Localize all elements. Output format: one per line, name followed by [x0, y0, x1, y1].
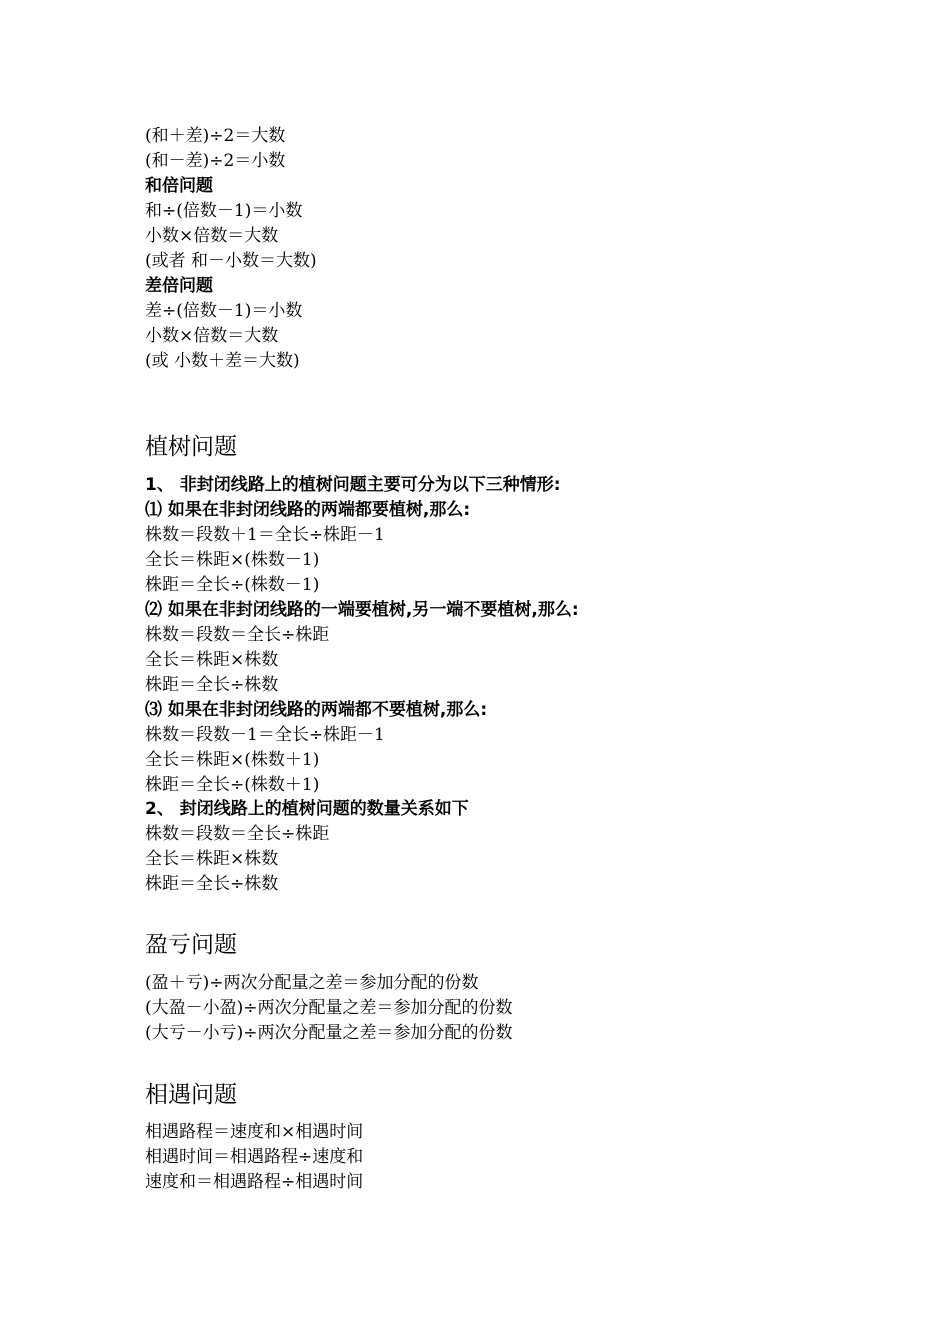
zhishu-case-3-line-1: 株数＝段数－1＝全长÷株距－1	[145, 725, 385, 745]
formula-chabei-small: 差÷(倍数－1)＝小数	[145, 301, 303, 321]
formula-hebei-small: 和÷(倍数－1)＝小数	[145, 201, 303, 221]
formula-hebei-alt: (或者 和－小数＝大数)	[145, 251, 317, 271]
zhishu-para-1: 1、 非封闭线路上的植树问题主要可分为以下三种情形:	[145, 475, 561, 495]
zhishu-case-2-line-2: 全长＝株距×株数	[145, 650, 279, 670]
yingkui-line-3: (大亏－小亏)÷两次分配量之差＝参加分配的份数	[145, 1023, 513, 1043]
zhishu-case-3-line-2: 全长＝株距×(株数＋1)	[145, 750, 320, 770]
yingkui-line-2: (大盈－小盈)÷两次分配量之差＝参加分配的份数	[145, 998, 513, 1018]
zhishu-case-2: ⑵ 如果在非封闭线路的一端要植树,另一端不要植树,那么:	[145, 600, 579, 620]
formula-chabei-alt: (或 小数＋差＝大数)	[145, 351, 300, 371]
section-heading-hebei: 和倍问题	[145, 176, 213, 196]
formula-sum-diff-small: (和－差)÷2＝小数	[145, 151, 286, 171]
zhishu-case-3: ⑶ 如果在非封闭线路的两端都不要植树,那么:	[145, 700, 488, 720]
zhishu-case-1: ⑴ 如果在非封闭线路的两端都要植树,那么:	[145, 500, 471, 520]
zhishu-para-2: 2、 封闭线路上的植树问题的数量关系如下	[145, 799, 469, 819]
zhishu-para-2-line-1: 株数＝段数＝全长÷株距	[145, 824, 330, 844]
heading-yingkui: 盈亏问题	[145, 932, 237, 958]
zhishu-para-2-line-2: 全长＝株距×株数	[145, 849, 279, 869]
xiangyu-line-3: 速度和＝相遇路程÷相遇时间	[145, 1172, 364, 1192]
zhishu-case-2-line-1: 株数＝段数＝全长÷株距	[145, 625, 330, 645]
yingkui-line-1: (盈＋亏)÷两次分配量之差＝参加分配的份数	[145, 973, 479, 993]
section-heading-chabei: 差倍问题	[145, 276, 213, 296]
xiangyu-line-2: 相遇时间＝相遇路程÷速度和	[145, 1147, 364, 1167]
zhishu-case-2-line-3: 株距＝全长÷株数	[145, 675, 279, 695]
formula-hebei-big: 小数×倍数＝大数	[145, 226, 279, 246]
zhishu-case-1-line-3: 株距＝全长÷(株数－1)	[145, 575, 320, 595]
zhishu-case-3-line-3: 株距＝全长÷(株数＋1)	[145, 775, 320, 795]
zhishu-para-2-line-3: 株距＝全长÷株数	[145, 874, 279, 894]
zhishu-case-1-line-2: 全长＝株距×(株数－1)	[145, 550, 320, 570]
xiangyu-line-1: 相遇路程＝速度和×相遇时间	[145, 1122, 364, 1142]
heading-zhishu: 植树问题	[145, 434, 237, 460]
zhishu-case-1-line-1: 株数＝段数＋1＝全长÷株距－1	[145, 525, 385, 545]
formula-chabei-big: 小数×倍数＝大数	[145, 326, 279, 346]
heading-xiangyu: 相遇问题	[145, 1082, 237, 1108]
formula-sum-diff-big: (和＋差)÷2＝大数	[145, 126, 286, 146]
